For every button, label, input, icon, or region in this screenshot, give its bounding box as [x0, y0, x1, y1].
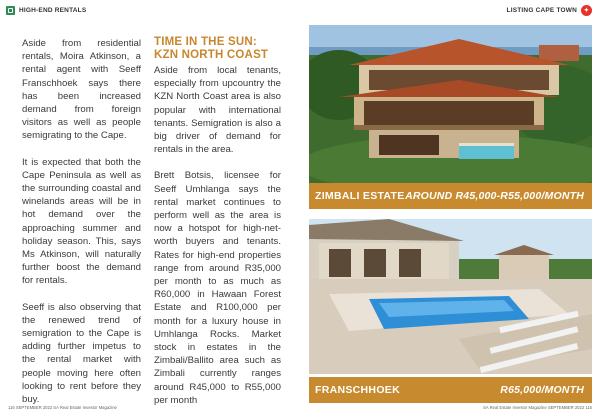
page-header-left: [6, 4, 86, 16]
seeff-logo-icon: ✦: [581, 5, 592, 16]
listing-price: R65,000/MONTH: [500, 384, 584, 396]
page-footer-right: SA Real Estate Investor Magazine SEPTEMBER 2022 115: [483, 405, 592, 410]
listing-price: AROUND R45,000-R55,000/MONTH: [405, 190, 584, 202]
magazine-logo-icon: [6, 6, 15, 15]
heading-line-1: TIME IN THE SUN:: [154, 36, 257, 48]
zimbali-estate-photo: [309, 25, 592, 183]
listing-name: ZIMBALI ESTATE: [315, 190, 405, 202]
page-footer-left: 116 SEPTEMBER 2022 SA Real Estate Investor Magazine: [8, 405, 117, 410]
article-column-2: [154, 36, 281, 420]
paragraph: It is expected that both the Cape Peninsula as well as the surrounding coastal and winelands areas will be in hot demand over the approaching summer and holiday season. This, says Ms Atkinson, will naturally further boost the demand for rentals.: [22, 156, 141, 287]
paragraph: Brett Botsis, licensee for Seeff Umhlanga says the rental market continues to perform well as the area is now a hotspot for high-net-worth buyers and tenants. Rates for high-end properties range from around R35,000 per month to as much as R60,000 in Hawaan Forest Estate and R100,000 per month for a luxury house in Umhlanga Rocks. Market stock in estates in the Zimbali/Ballito area such as Zimbali currently ranges around R45,000 to R55,000 per month: [154, 170, 281, 406]
paragraph: Seeff is also observing that the renewed trend of semigration to the Cape is adding further impetus to the rental market with people moving here often looking to rent before they buy.: [22, 301, 141, 406]
page-header-right: [507, 4, 592, 16]
listing-name: FRANSCHHOEK: [315, 384, 400, 396]
heading-line-2: KZN NORTH COAST: [154, 48, 269, 61]
franschhoek-photo: [309, 219, 592, 374]
section-heading: [154, 36, 281, 61]
article-column-1: [22, 37, 141, 419]
listing-caption: [309, 183, 592, 209]
listing-caption: [309, 377, 592, 403]
paragraph: Aside from local tenants, especially from upcountry the KZN North Coast area is also popular with international tenants. Semigration is also a big driver of demand for rentals in the area.: [154, 65, 281, 156]
paragraph: Aside from residential rentals, Moira Atkinson, a rental agent with Seeff Franschhoek says there has been increased demand from foreign visitors as well as people semigrating to the Cape.: [22, 38, 141, 142]
section-label: HIGH-END RENTALS: [19, 6, 87, 14]
listing-label: LISTING CAPE TOWN: [506, 6, 577, 14]
